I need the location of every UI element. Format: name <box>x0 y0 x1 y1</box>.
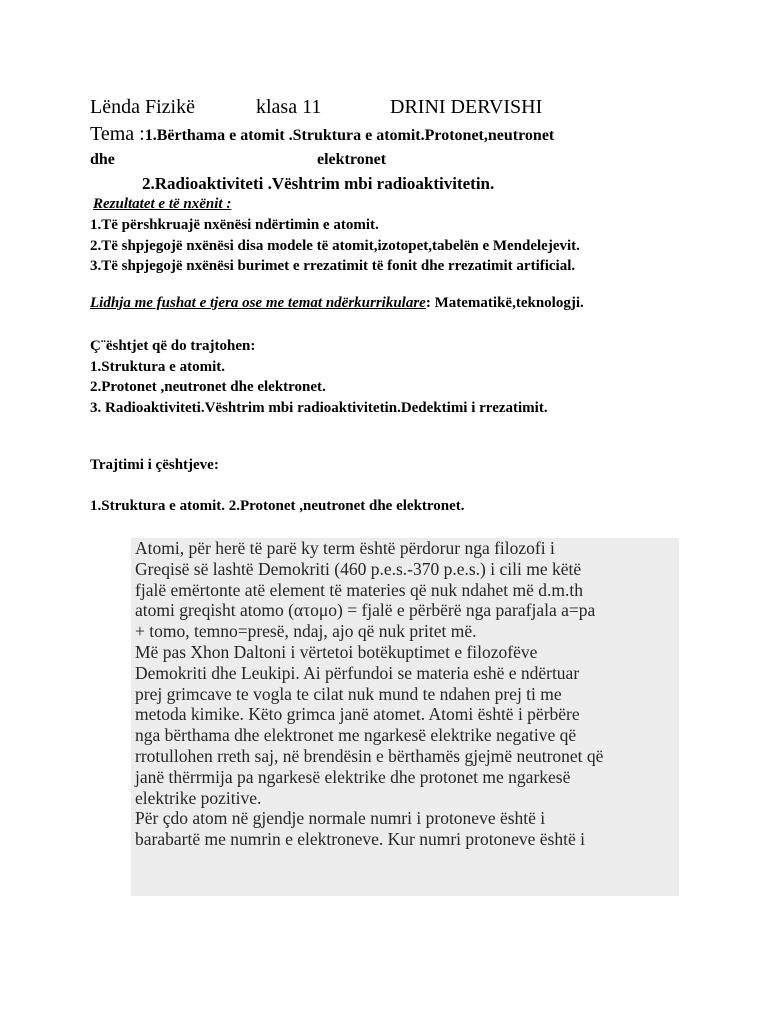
result-item: 1.Të përshkruajë nxënësi ndërtimin e atomit. <box>90 217 379 233</box>
text-line: nga bërthama dhe elektronet me ngarkesë elektrike negative që <box>135 725 577 746</box>
class-label: klasa 11 <box>256 96 322 118</box>
results-heading: Rezultatet e të nxënit : <box>93 196 232 212</box>
text-line: atomi greqisht atomo (ατομο) = fjalë e përbërë nga parafjala a=pa <box>135 600 596 621</box>
issue-item: 1.Struktura e atomit. <box>90 358 225 375</box>
result-item: 3.Të shpjegojë nxënësi burimet e rrezatimit të fonit dhe rrezatimit artificial. <box>90 258 576 274</box>
topic-title-1: 1.Bërthama e atomit .Struktura e atomit.Protonet,neutronet <box>144 127 555 144</box>
issues-heading: Ç¨ështjet që do trajtohen: <box>90 338 256 354</box>
text-line: janë thërrmija pa ngarkesë elektrike dhe protonet me ngarkesë <box>135 766 571 787</box>
text-line: Atomi, për herë të parë ky term është përdorur nga filozofi i <box>135 538 555 558</box>
curriculum-links-value: : Matematikë,teknologji. <box>425 295 584 311</box>
text-line: Demokriti dhe Leukipi. Ai përfundoi se materia eshë e ndërtuar <box>135 662 580 683</box>
results-list <box>90 215 580 277</box>
topic-title-2b: elektronet <box>317 151 387 168</box>
header-line <box>90 96 542 119</box>
topic-block <box>90 122 690 196</box>
issue-item: 3. Radioaktiviteti.Vështrim mbi radioaktivitetin.Dedektimi i rrezatimit. <box>90 399 548 416</box>
curriculum-links <box>90 295 584 312</box>
text-line: fjalë emërtonte atë element të materies që nuk ndahet më d.m.th <box>135 579 584 600</box>
issues-section <box>90 336 548 418</box>
author-name: DRINI DERVISHI <box>390 96 543 118</box>
text-line: Për çdo atom në gjendje normale numri i protoneve është i <box>135 808 546 829</box>
text-line: prej grimcave te vogla te cilat nuk mund te ndahen prej ti me <box>135 683 562 704</box>
issue-item: 2.Protonet ,neutronet dhe elektronet. <box>90 379 326 395</box>
treatment-subheading: 1.Struktura e atomit. 2.Protonet ,neutronet dhe elektronet. <box>90 498 465 514</box>
treatment-heading: Trajtimi i çështjeve: <box>90 457 219 473</box>
result-item: 2.Të shpjegojë nxënësi disa modele të atomit,izotopet,tabelën e Mendelejevit. <box>90 237 580 254</box>
text-line: elektrike pozitive. <box>135 787 262 808</box>
text-line: Greqisë së lashtë Demokriti (460 p.e.s.-370 p.e.s.) i cili me këtë <box>135 558 582 579</box>
text-box <box>131 538 679 896</box>
curriculum-links-label: Lidhja me fushat e tjera ose me temat ndërkurrikulare <box>90 295 426 311</box>
topic-line-2 <box>90 148 690 172</box>
text-line: rrotullohen rreth saj, në brendësin e bërthamës gjejmë neutronet që <box>135 745 604 766</box>
text-line: Më pas Xhon Daltoni i vërtetoi botëkuptimet e filozofëve <box>135 641 538 662</box>
topic-label: Tema : <box>90 123 145 145</box>
topic-line-1 <box>90 122 690 148</box>
subject-label: Lënda Fizikë <box>90 96 195 118</box>
text-line: + tomo, temno=presë, ndaj, ajo që nuk pritet më. <box>135 621 477 642</box>
text-line: metoda kimike. Këto grimca janë atomet. Atomi është i përbëre <box>135 704 580 725</box>
topic-title-2a: dhe <box>90 151 115 168</box>
text-line: barabartë me numrin e elektroneve. Kur numri protoneve është i <box>135 829 585 850</box>
topic-title-2: 2.Radioaktiviteti .Vështrim mbi radioaktivitetin. <box>142 174 495 193</box>
